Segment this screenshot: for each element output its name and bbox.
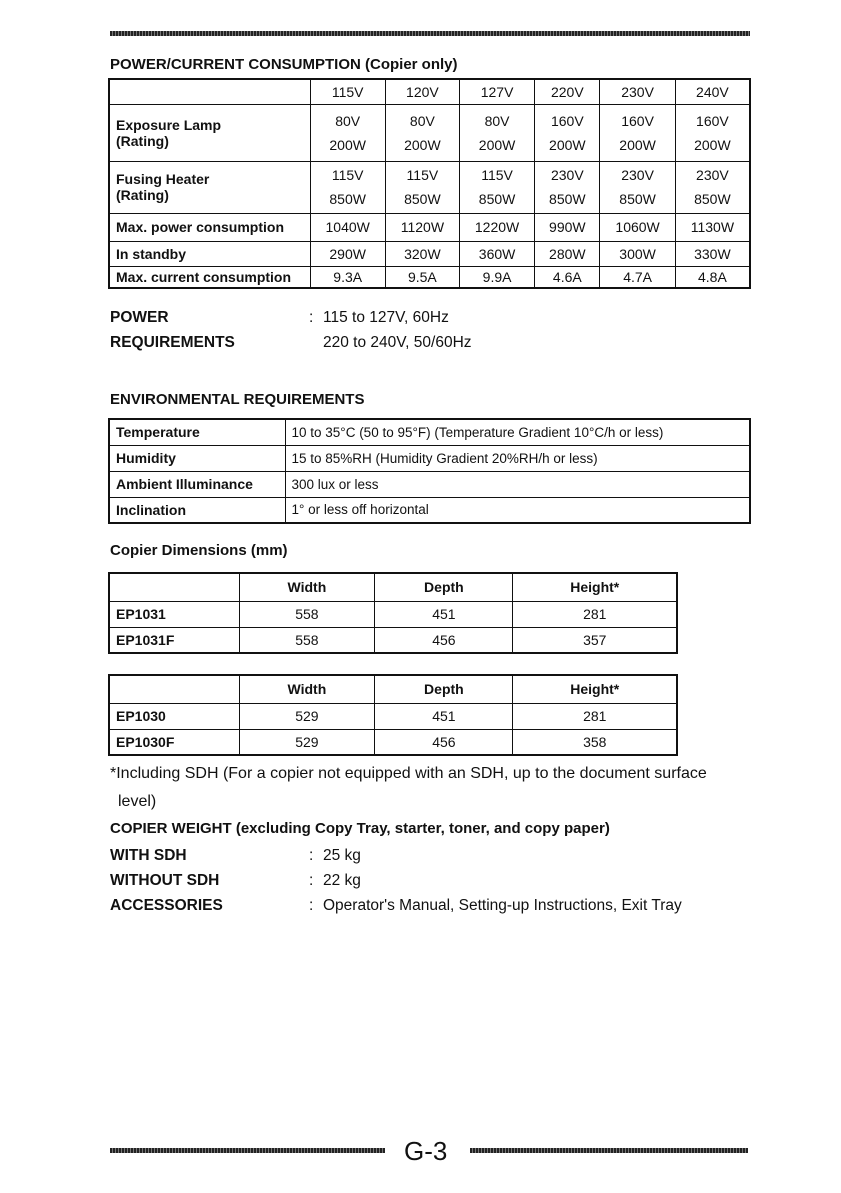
model-name: EP1030 <box>109 703 239 729</box>
power-value <box>385 104 459 161</box>
value-line: 80V <box>409 112 435 129</box>
power-row-label: In standby <box>109 241 310 266</box>
colon: : <box>309 847 314 864</box>
value-line: 80V <box>335 112 361 129</box>
power-req-value: 115 to 127V, 60Hz <box>323 309 449 326</box>
dimension-value: 456 <box>375 729 513 755</box>
value-line: 115V <box>331 167 364 183</box>
value-line: 230V <box>696 167 729 183</box>
power-req-label: REQUIREMENTS <box>110 334 235 351</box>
dimension-value: 558 <box>239 601 375 627</box>
power-value <box>675 161 750 213</box>
value-line: 115V <box>481 167 513 183</box>
dimension-value: 358 <box>513 729 677 755</box>
dimension-header: Height* <box>513 675 677 703</box>
dimension-value: 451 <box>375 601 513 627</box>
power-section-title: POWER/CURRENT CONSUMPTION (Copier only) <box>110 56 458 73</box>
power-value: 1060W <box>600 213 675 241</box>
power-value: 4.7A <box>600 266 675 288</box>
value-line: 230V <box>621 167 654 183</box>
dimension-value: 281 <box>513 601 677 627</box>
page-number: G-3 <box>404 1136 448 1166</box>
voltage-header-row <box>109 79 750 104</box>
power-value: 1130W <box>675 213 750 241</box>
env-label: Ambient Illuminance <box>109 471 285 497</box>
value-line: 115V <box>406 167 439 183</box>
power-value <box>535 104 600 161</box>
weight-label: ACCESSORIES <box>110 897 223 914</box>
power-value <box>459 104 534 161</box>
power-row-label <box>109 104 310 161</box>
power-value: 1220W <box>459 213 534 241</box>
dimensions-row <box>109 729 677 755</box>
dimension-value: 456 <box>375 627 513 653</box>
power-value: 320W <box>385 241 459 266</box>
environment-row <box>109 445 750 471</box>
dimension-header: Depth <box>375 675 513 703</box>
colon: : <box>309 309 314 326</box>
power-value <box>310 104 385 161</box>
weight-label: WITHOUT SDH <box>110 872 220 889</box>
dimensions-table1 <box>108 572 678 654</box>
dimensions-header-row <box>109 573 677 601</box>
value-line: 160V <box>696 112 729 129</box>
value-line: 850W <box>404 191 441 207</box>
dimensions-row <box>109 627 677 653</box>
value-line: 200W <box>549 136 586 153</box>
voltage-header: 230V <box>600 79 675 104</box>
voltage-header: 127V <box>459 79 534 104</box>
value-line: 850W <box>329 191 366 207</box>
value-line: 200W <box>694 136 731 153</box>
power-row <box>109 213 750 241</box>
power-value: 990W <box>535 213 600 241</box>
top-rule <box>110 31 750 36</box>
power-row <box>109 241 750 266</box>
power-row <box>109 161 750 213</box>
environment-row <box>109 471 750 497</box>
power-value <box>535 161 600 213</box>
dimensions-row <box>109 601 677 627</box>
value-line: 200W <box>478 136 516 153</box>
footnote: level) <box>118 793 157 810</box>
environment-table <box>108 418 751 524</box>
power-value: 1040W <box>310 213 385 241</box>
dimension-value: 558 <box>239 627 375 653</box>
environment-row <box>109 419 750 445</box>
value-line: 160V <box>621 112 654 129</box>
label-line: Exposure Lamp <box>116 116 222 133</box>
power-req-value: 220 to 240V, 50/60Hz <box>323 334 472 351</box>
weight-value: 25 kg <box>323 847 361 864</box>
label-line: (Rating) <box>116 132 169 149</box>
power-value <box>459 161 534 213</box>
power-value <box>675 104 750 161</box>
label-line: (Rating) <box>116 187 169 203</box>
colon: : <box>309 897 314 914</box>
power-value <box>600 104 675 161</box>
value-line: 850W <box>549 191 586 207</box>
value-line: 200W <box>329 136 366 153</box>
colon: : <box>309 872 314 889</box>
value-line: 850W <box>619 191 656 207</box>
weight-value: 22 kg <box>323 872 361 889</box>
power-value: 9.3A <box>310 266 385 288</box>
value-line: 850W <box>694 191 731 207</box>
value-line: 160V <box>550 112 584 129</box>
model-name: EP1030F <box>109 729 239 755</box>
power-value: 9.9A <box>459 266 534 288</box>
power-row <box>109 104 750 161</box>
value-line: 80V <box>484 112 510 129</box>
environment-row <box>109 497 750 523</box>
weight-title: COPIER WEIGHT (excluding Copy Tray, starter, toner, and copy paper) <box>110 820 610 837</box>
dimension-header: Height* <box>513 573 677 601</box>
power-value: 4.6A <box>535 266 600 288</box>
power-value: 4.8A <box>675 266 750 288</box>
dimension-header: Width <box>239 573 375 601</box>
dimension-value: 529 <box>239 703 375 729</box>
footer-rule-right <box>470 1148 748 1153</box>
dimension-value: 451 <box>375 703 513 729</box>
env-label: Temperature <box>109 419 285 445</box>
env-value: 15 to 85%RH (Humidity Gradient 20%RH/h or less) <box>285 445 750 471</box>
power-value: 290W <box>310 241 385 266</box>
voltage-header: 220V <box>535 79 600 104</box>
power-value <box>385 161 459 213</box>
dimension-value: 281 <box>513 703 677 729</box>
dimensions-table2 <box>108 674 678 756</box>
power-row-label <box>109 161 310 213</box>
model-name: EP1031F <box>109 627 239 653</box>
power-req-label: POWER <box>110 309 169 326</box>
value-line: 200W <box>404 136 441 153</box>
voltage-header: 240V <box>675 79 750 104</box>
env-label: Humidity <box>109 445 285 471</box>
dimension-header: Depth <box>375 573 513 601</box>
power-value: 1120W <box>385 213 459 241</box>
power-consumption-table <box>108 78 751 289</box>
power-value <box>310 161 385 213</box>
value-line: 850W <box>478 191 516 207</box>
weight-label: WITH SDH <box>110 847 187 864</box>
voltage-header: 115V <box>310 79 385 104</box>
environment-title: ENVIRONMENTAL REQUIREMENTS <box>110 391 365 408</box>
env-value: 1° or less off horizontal <box>285 497 750 523</box>
env-value: 10 to 35°C (50 to 95°F) (Temperature Gradient 10°C/h or less) <box>285 419 750 445</box>
model-name: EP1031 <box>109 601 239 627</box>
env-label: Inclination <box>109 497 285 523</box>
power-value: 330W <box>675 241 750 266</box>
dimension-value: 357 <box>513 627 677 653</box>
power-value: 300W <box>600 241 675 266</box>
power-value: 360W <box>459 241 534 266</box>
power-row-label: Max. current consumption <box>109 266 310 288</box>
footer-rule-left <box>110 1148 385 1153</box>
value-line: 200W <box>619 136 656 153</box>
label-line: Fusing Heater <box>116 171 210 187</box>
dimensions-title: Copier Dimensions (mm) <box>110 542 288 559</box>
dimension-header: Width <box>239 675 375 703</box>
footnote: *Including SDH (For a copier not equipped with an SDH, up to the document surface <box>110 765 707 782</box>
dimensions-header-row <box>109 675 677 703</box>
power-row-label: Max. power consumption <box>109 213 310 241</box>
power-value: 280W <box>535 241 600 266</box>
dimension-value: 529 <box>239 729 375 755</box>
voltage-header: 120V <box>385 79 459 104</box>
env-value: 300 lux or less <box>285 471 750 497</box>
weight-value: Operator's Manual, Setting-up Instructions, Exit Tray <box>323 897 682 914</box>
power-value: 9.5A <box>385 266 459 288</box>
value-line: 230V <box>550 167 584 183</box>
dimensions-row <box>109 703 677 729</box>
power-value <box>600 161 675 213</box>
power-row <box>109 266 750 288</box>
